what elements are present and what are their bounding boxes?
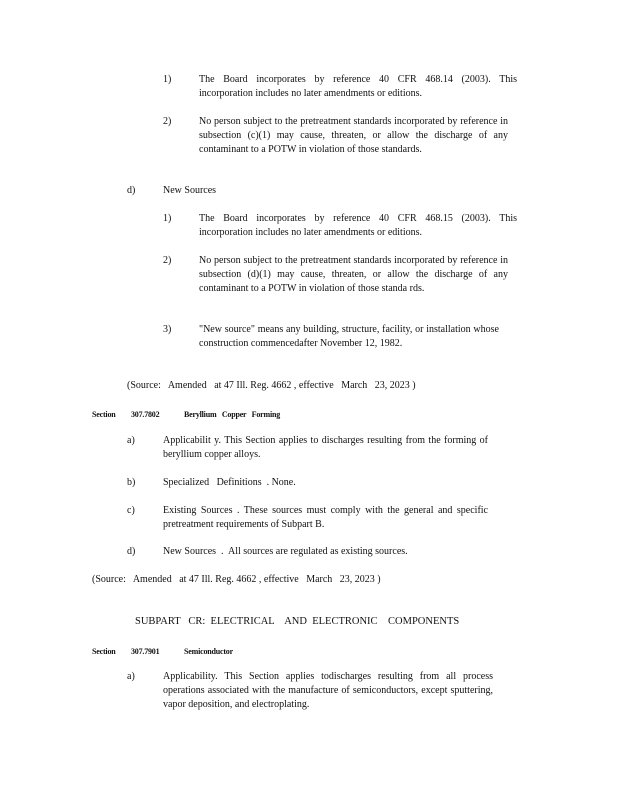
item-letter: a) xyxy=(127,435,135,446)
item-text: No person subject to the pretreatment standards incorporated by reference in subsection (d)(1) may cause, threaten, or allow the discharge of any contaminant to a POTW in violation of those standa rds. xyxy=(199,255,508,294)
source-note: (Source: Amended at 47 Ill. Reg. 4662 , effective March 23, 2023 ) xyxy=(92,574,381,585)
item-text: Specialized Definitions . None. xyxy=(163,477,296,488)
section-heading xyxy=(92,645,392,659)
section-label: Section xyxy=(92,647,116,656)
section-number: 307.7901 xyxy=(131,647,160,656)
item-number: 2) xyxy=(163,255,172,266)
section-number: 307.7802 xyxy=(131,410,160,419)
section-label: Section xyxy=(92,410,116,419)
section-title: Beryllium Copper Forming xyxy=(184,410,281,419)
item-text: Applicability. This Section applies todischarges resulting from all process operations associated with the manufacture of semiconductors, except sputtering, vapor deposition, and electroplating. xyxy=(163,671,493,710)
item-text: "New source" means any building, structure, facility, or installation whose construction commencedafter November 12, 1982. xyxy=(199,324,499,349)
item-letter: d) xyxy=(127,546,136,557)
item-number: 3) xyxy=(163,324,172,335)
item-letter: d) xyxy=(127,185,136,196)
item-number: 1) xyxy=(163,74,172,85)
section-heading xyxy=(92,408,392,422)
subpart-heading: SUBPART CR: ELECTRICAL AND ELECTRONIC COMPONENTS xyxy=(135,616,460,627)
item-number: 1) xyxy=(163,213,172,224)
section-title: Semiconductor xyxy=(184,647,233,656)
item-text: New Sources . All sources are regulated as existing sources. xyxy=(163,546,408,557)
item-text: No person subject to the pretreatment standards incorporated by reference in subsection (c)(1) may cause, threaten, or allow the discharge of any contaminant to a POTW in violation of those standards. xyxy=(199,116,508,155)
item-heading: New Sources xyxy=(163,185,217,196)
item-text: Existing Sources . These sources must comply with the general and specific pretreatment requirements of Subpart B. xyxy=(163,505,488,530)
item-text: Applicabilit y. This Section applies to discharges resulting from the forming of beryllium copper alloys. xyxy=(163,435,488,460)
source-note: (Source: Amended at 47 Ill. Reg. 4662 , effective March 23, 2023 ) xyxy=(127,380,416,391)
item-text: The Board incorporates by reference 40 CFR 468.15 (2003). This incorporation includes no later amendments or editions. xyxy=(199,213,517,238)
item-text: The Board incorporates by reference 40 CFR 468.14 (2003). This incorporation includes no later amendments or editions. xyxy=(199,74,517,99)
item-number: 2) xyxy=(163,116,172,127)
item-letter: c) xyxy=(127,505,135,516)
item-letter: b) xyxy=(127,477,136,488)
item-letter: a) xyxy=(127,671,135,682)
